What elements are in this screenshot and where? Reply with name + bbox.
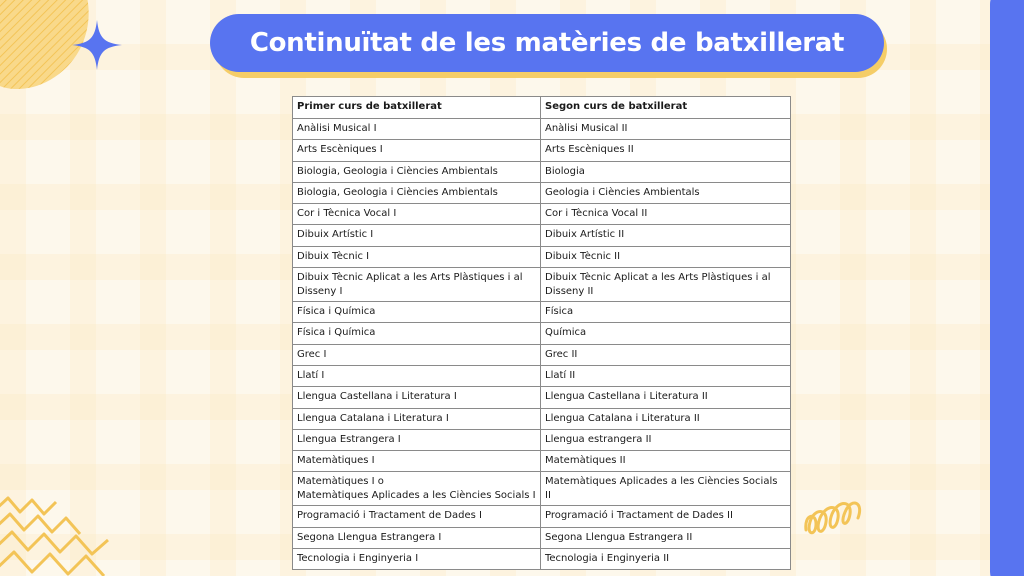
first-year-subject-cell: Dibuix Tècnic I — [293, 246, 541, 267]
subjects-table-container — [292, 96, 790, 570]
first-year-subject-cell: Grec I — [293, 344, 541, 365]
table-row — [293, 182, 791, 203]
first-year-subject-cell: Tecnologia i Enginyeria I — [293, 549, 541, 570]
zigzag-lines-decoration — [0, 490, 115, 576]
second-year-subject-cell: Grec II — [541, 344, 791, 365]
subjects-table — [292, 96, 791, 570]
second-year-subject-cell: Matemàtiques II — [541, 451, 791, 472]
second-year-subject-cell: Biologia — [541, 161, 791, 182]
table-row — [293, 344, 791, 365]
first-year-subject-cell: Física i Química — [293, 302, 541, 323]
second-year-subject-cell: Física — [541, 302, 791, 323]
table-row — [293, 527, 791, 548]
table-row — [293, 365, 791, 386]
second-year-subject-cell: Dibuix Tècnic II — [541, 246, 791, 267]
table-row — [293, 225, 791, 246]
sparkle-icon — [70, 18, 124, 72]
table-row — [293, 472, 791, 506]
first-year-subject-cell: Cor i Tècnica Vocal I — [293, 204, 541, 225]
title-banner — [210, 14, 884, 72]
first-year-subject-cell: Dibuix Artístic I — [293, 225, 541, 246]
first-year-subject-cell: Llengua Catalana i Literatura I — [293, 408, 541, 429]
table-row — [293, 161, 791, 182]
header-first-year: Primer curs de batxillerat — [293, 97, 541, 119]
second-year-subject-cell: Arts Escèniques II — [541, 140, 791, 161]
second-year-subject-cell: Cor i Tècnica Vocal II — [541, 204, 791, 225]
first-year-subject-cell: Física i Química — [293, 323, 541, 344]
page-title: Continuïtat de les matèries de batxillerat — [249, 28, 845, 58]
second-year-subject-cell: Llengua Catalana i Literatura II — [541, 408, 791, 429]
second-year-subject-cell: Tecnologia i Enginyeria II — [541, 549, 791, 570]
second-year-subject-cell: Segona Llengua Estrangera II — [541, 527, 791, 548]
right-accent-bar — [990, 0, 1024, 576]
first-year-subject-cell: Anàlisi Musical I — [293, 119, 541, 140]
first-year-subject-cell: Segona Llengua Estrangera I — [293, 527, 541, 548]
table-row — [293, 387, 791, 408]
table-row — [293, 119, 791, 140]
second-year-subject-cell: Matemàtiques Aplicades a les Ciències Socials II — [541, 472, 791, 506]
table-row — [293, 302, 791, 323]
table-row — [293, 506, 791, 527]
first-year-subject-cell: Matemàtiques I — [293, 451, 541, 472]
table-row — [293, 268, 791, 302]
first-year-subject-cell: Biologia, Geologia i Ciències Ambientals — [293, 161, 541, 182]
first-year-subject-cell: Llatí I — [293, 365, 541, 386]
first-year-subject-cell: Llengua Estrangera I — [293, 429, 541, 450]
second-year-subject-cell: Química — [541, 323, 791, 344]
table-row — [293, 451, 791, 472]
header-second-year: Segon curs de batxillerat — [541, 97, 791, 119]
second-year-subject-cell: Llengua Castellana i Literatura II — [541, 387, 791, 408]
second-year-subject-cell: Llatí II — [541, 365, 791, 386]
table-row — [293, 549, 791, 570]
second-year-subject-cell: Llengua estrangera II — [541, 429, 791, 450]
table-row — [293, 429, 791, 450]
first-year-subject-cell: Arts Escèniques I — [293, 140, 541, 161]
second-year-subject-cell: Geologia i Ciències Ambientals — [541, 182, 791, 203]
first-year-subject-cell: Biologia, Geologia i Ciències Ambientals — [293, 182, 541, 203]
table-header-row — [293, 97, 791, 119]
first-year-subject-cell: Dibuix Tècnic Aplicat a les Arts Plàstiques i al Disseny I — [293, 268, 541, 302]
loop-scribble-decoration — [800, 486, 870, 546]
second-year-subject-cell: Dibuix Artístic II — [541, 225, 791, 246]
table-row — [293, 323, 791, 344]
second-year-subject-cell: Programació i Tractament de Dades II — [541, 506, 791, 527]
second-year-subject-cell: Dibuix Tècnic Aplicat a les Arts Plàstiques i al Disseny II — [541, 268, 791, 302]
table-row — [293, 204, 791, 225]
table-row — [293, 246, 791, 267]
first-year-subject-cell: Programació i Tractament de Dades I — [293, 506, 541, 527]
table-row — [293, 408, 791, 429]
first-year-subject-cell: Llengua Castellana i Literatura I — [293, 387, 541, 408]
table-row — [293, 140, 791, 161]
first-year-subject-cell: Matemàtiques I o Matemàtiques Aplicades a les Ciències Socials I — [293, 472, 541, 506]
second-year-subject-cell: Anàlisi Musical II — [541, 119, 791, 140]
